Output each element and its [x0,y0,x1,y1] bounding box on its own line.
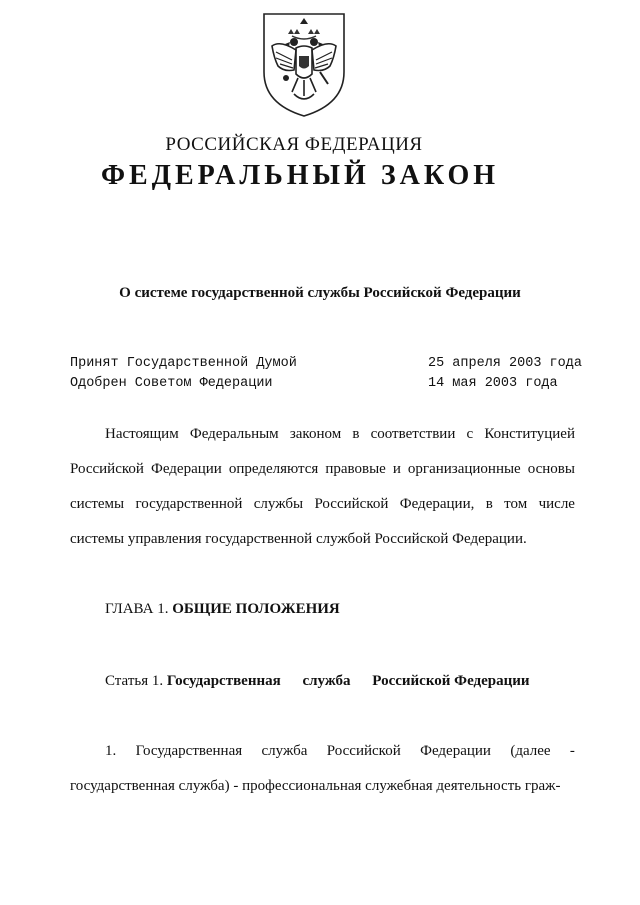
word: том [504,496,528,512]
word: (далее [510,743,551,759]
article-heading [105,673,530,690]
chapter-title: ОБЩИЕ ПОЛОЖЕНИЯ [172,601,340,617]
word: Настоящим [105,426,179,442]
preamble-line-2 [70,461,575,478]
paragraph-1-line-1 [105,743,575,760]
word: служба [261,743,308,759]
word: в [352,426,360,442]
word: Российской [70,461,144,477]
chapter-prefix: ГЛАВА 1. [105,601,169,617]
adoption-label-duma: Принят Государственной Думой [70,356,297,371]
article-prefix: Статья 1. [105,673,164,689]
word: основы [527,461,575,477]
word: Российской [314,496,389,512]
law-type-heading: ФЕДЕРАЛЬНЫЙ ЗАКОН [101,160,499,191]
preamble-line-1 [105,426,575,443]
article-title-word: Государственная [166,673,281,689]
word: определяются [228,461,319,477]
word: в [485,496,493,512]
word: Федеральным [189,426,279,442]
chapter-heading [105,601,340,618]
word: и [392,461,401,477]
word: Федерации [150,461,222,477]
country-heading: РОССИЙСКАЯ ФЕДЕРАЦИЯ [165,134,423,155]
word: правовые [325,461,386,477]
word: соответствии [370,426,456,442]
word: Конституцией [484,426,575,442]
word: с [466,426,474,442]
word: 1. [105,743,117,759]
word: законом [289,426,342,442]
preamble-line-4: системы управления государственной службой Российской Федерации. [70,531,527,547]
preamble-line-3 [70,496,575,513]
article-title-word: служба [302,673,351,689]
coat-of-arms-icon [262,12,346,118]
word: Российской [326,743,401,759]
law-title: О системе государственной службы Российской Федерации [119,285,521,301]
word: - [569,743,575,759]
word: числе [538,496,575,512]
word: Федерации [420,743,491,759]
adoption-date-council: 14 мая 2003 года [428,376,558,391]
word: системы [70,496,125,512]
word: организационные [407,461,521,477]
adoption-label-council: Одобрен Советом Федерации [70,376,273,391]
word: Федерации, [399,496,475,512]
word: службы [253,496,304,512]
word: Государственная [135,743,243,759]
paragraph-1-line-2: государственная служба) - профессиональная служебная деятельность граж- [70,778,561,794]
article-title-word: Российской Федерации [372,673,530,689]
adoption-date-duma: 25 апреля 2003 года [428,356,582,371]
word: государственной [135,496,243,512]
